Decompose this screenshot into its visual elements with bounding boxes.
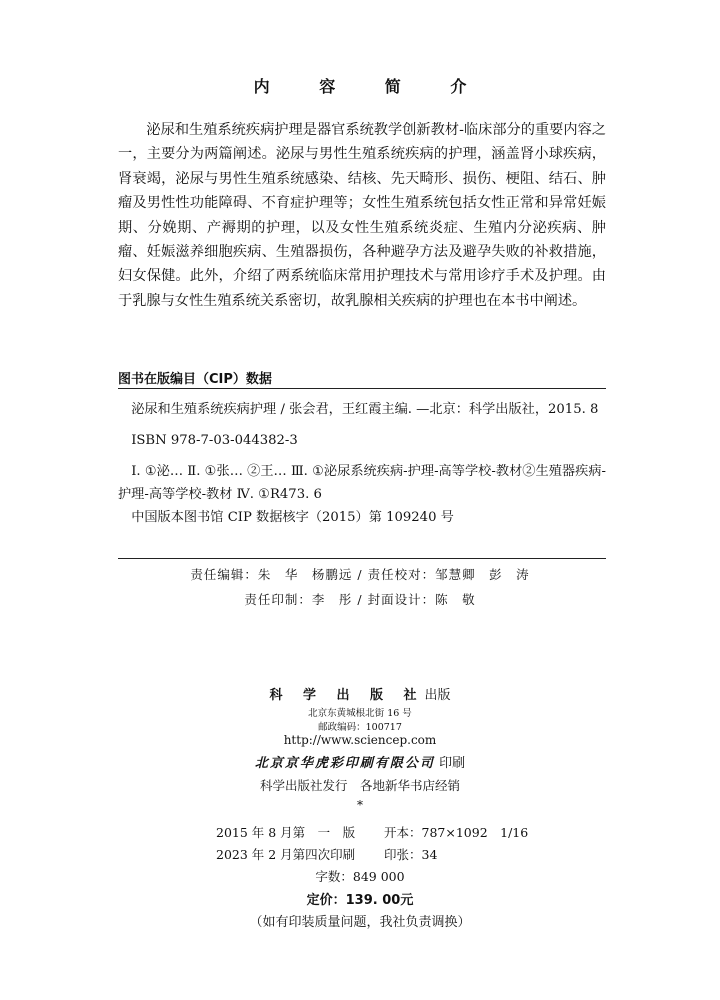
printer-line	[0, 752, 720, 771]
printer-name: 北京京华虎彩印刷有限公司	[254, 756, 435, 771]
printer-suffix: 印刷	[439, 756, 466, 771]
publisher-url: http://www.sciencep.com	[283, 733, 437, 747]
publisher-line	[0, 684, 720, 703]
page-title: 内 容 简 介	[253, 77, 489, 96]
intro-paragraph: 泌尿和生殖系统疾病护理是器官系统教学创新教材-临床部分的重要内容之一，主要分为两篇阐述。泌尿与男性生殖系统疾病的护理，涵盖肾小球疾病，肾衰竭，泌尿与男性生殖系统感染、结核、先天畸形、损伤、梗阻、结石、肿瘤及男性性功能障碍、不育症护理等；女性生殖系统包括女性正常和异常妊娠期、分娩期、产褥期的护理，以及女性生殖系统炎症、生殖内分泌疾病、肿瘤、妊娠滋养细胞疾病、生殖器损伤，各种避孕方法及避孕失败的补救措施，妇女保健。此外，介绍了两系统临床常用护理技术与常用诊疗手术及护理。由于乳腺与女性生殖系统关系密切，故乳腺相关疾病的护理也在本书中阐述。	[118, 122, 606, 309]
quality-notice: （如有印装质量问题，我社负责调换）	[249, 915, 471, 930]
staff-production: 责任印制：李 彤 / 封面设计：陈 敬	[244, 592, 476, 607]
reprint-info: 2023 年 2 月第四次印刷	[216, 847, 356, 862]
separator-star: *	[357, 798, 363, 812]
print-sheets: 印张：34	[384, 847, 438, 862]
cip-heading: 图书在版编目（CIP）数据	[118, 372, 272, 387]
price: 定价：139. 00元	[306, 893, 414, 908]
book-format: 开本：787×1092 1/16	[384, 825, 529, 840]
cip-block	[118, 398, 606, 529]
distribution-line: 科学出版社发行 各地新华书店经销	[259, 778, 460, 793]
cip-isbn: ISBN 978-7-03-044382-3	[131, 433, 298, 448]
cip-classification: Ⅰ. ①泌… Ⅱ. ①张… ②王… Ⅲ. ①泌尿系统疾病-护理-高等学校-教材②生殖器疾病-护理-高等学校-教材 Ⅳ. ①R473. 6	[118, 464, 606, 502]
cip-bottom-divider	[118, 558, 606, 559]
publisher-address: 北京东黄城根北街 16 号	[308, 708, 412, 719]
word-count: 字数：849 000	[315, 869, 405, 884]
cip-top-divider	[118, 388, 606, 389]
cip-number: 中国版本图书馆 CIP 数据核字（2015）第 109240 号	[131, 510, 454, 525]
publisher-name: 科 学 出 版 社	[269, 688, 425, 703]
first-edition: 2015 年 8 月第 一 版	[216, 825, 356, 840]
staff-editors: 责任编辑：朱 华 杨鹏远 / 责任校对：邹慧卿 彭 涛	[190, 567, 530, 582]
cip-record: 泌尿和生殖系统疾病护理 / 张会君，王红霞主编. —北京：科学出版社，2015. 8	[131, 402, 599, 417]
publisher-suffix: 出版	[424, 688, 451, 703]
publisher-postcode: 邮政编码：100717	[318, 722, 402, 733]
